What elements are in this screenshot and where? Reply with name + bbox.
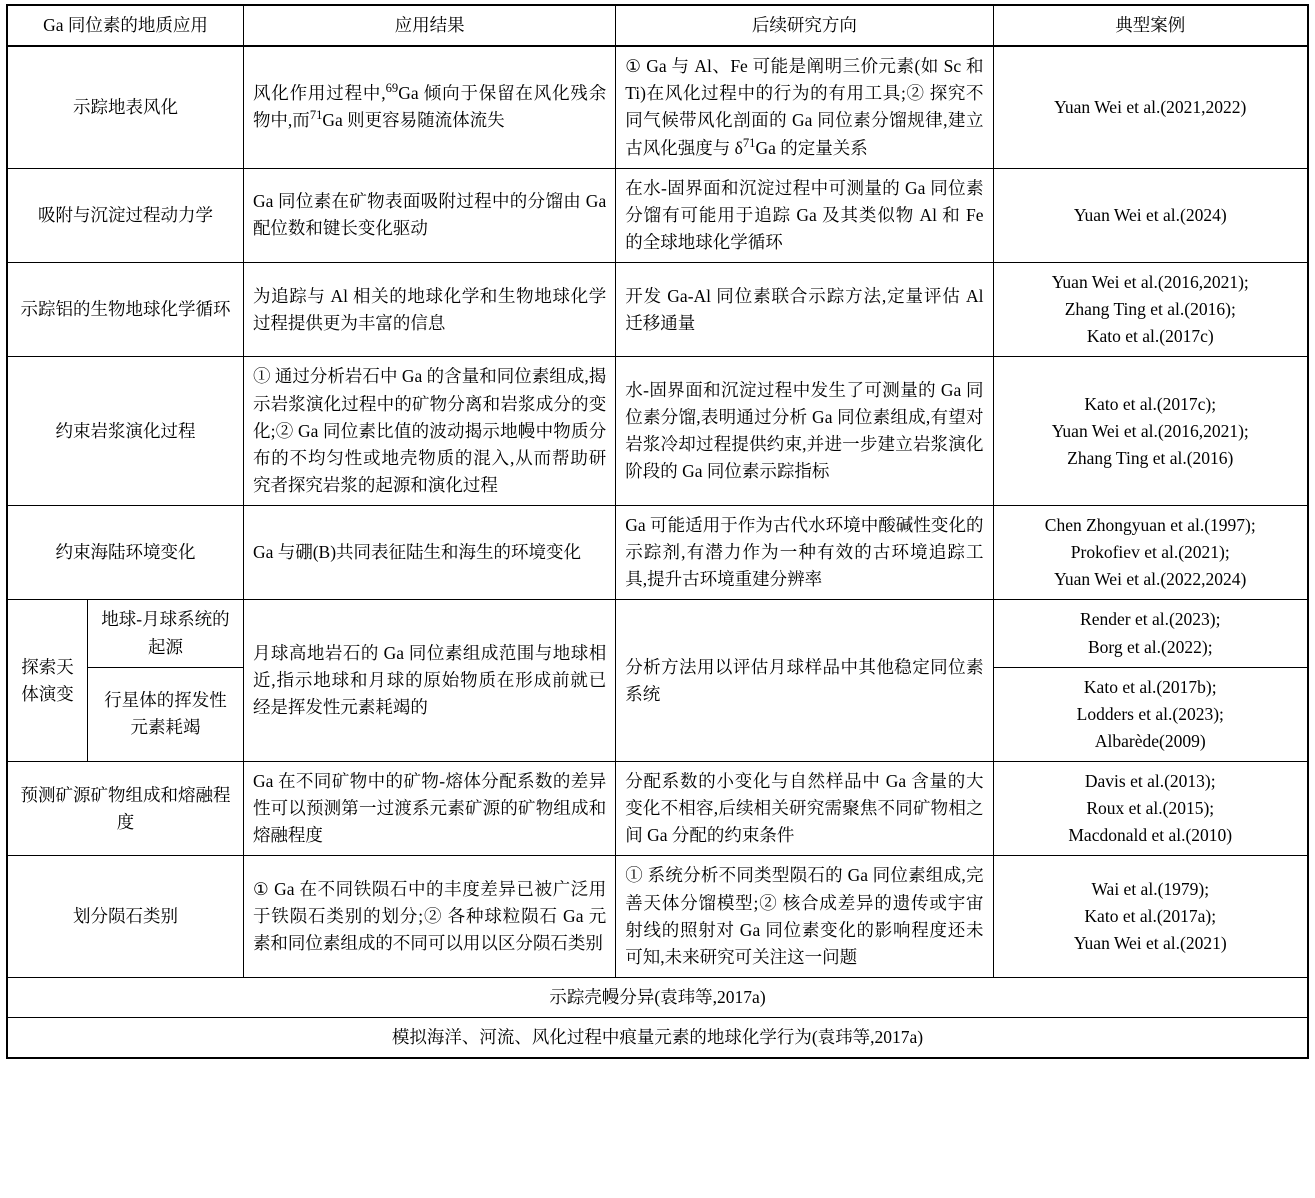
cell-cases: Kato et al.(2017c); Yuan Wei et al.(2016,2021); Zhang Ting et al.(2016) — [993, 357, 1308, 506]
cell-application: 约束岩浆演化过程 — [7, 357, 243, 506]
cell-direction: 分配系数的小变化与自然样品中 Ga 含量的大变化不相容,后续相关研究需聚焦不同矿物相之间 Ga 分配的约束条件 — [616, 762, 993, 856]
cell-result: Ga 在不同矿物中的矿物-熔体分配系数的差异性可以预测第一过渡系元素矿源的矿物组成和熔融程度 — [243, 762, 615, 856]
cell-direction: 在水-固界面和沉淀过程中可测量的 Ga 同位素分馏有可能用于追踪 Ga 及其类似物 Al 和 Fe 的全球地球化学循环 — [616, 168, 993, 262]
table-row — [7, 506, 1308, 600]
cell-result: ① Ga 在不同铁陨石中的丰度差异已被广泛用于铁陨石类别的划分;② 各种球粒陨石 Ga 元素和同位素组成的不同可以用以区分陨石类别 — [243, 856, 615, 978]
table-row — [7, 46, 1308, 168]
table-row — [7, 357, 1308, 506]
cell-cases: Yuan Wei et al.(2016,2021); Zhang Ting et al.(2016); Kato et al.(2017c) — [993, 263, 1308, 357]
cell-application: 划分陨石类别 — [7, 856, 243, 978]
cell-application: 吸附与沉淀过程动力学 — [7, 168, 243, 262]
cell-cases: Kato et al.(2017b); Lodders et al.(2023); Albarède(2009) — [993, 667, 1308, 761]
cell-direction: 分析方法用以评估月球样品中其他稳定同位素系统 — [616, 600, 993, 762]
cell-direction: 水-固界面和沉淀过程中发生了可测量的 Ga 同位素分馏,表明通过分析 Ga 同位素组成,有望对岩浆冷却过程提供约束,并进一步建立岩浆演化阶段的 Ga 同位素示踪指标 — [616, 357, 993, 506]
cell-direction: 开发 Ga-Al 同位素联合示踪方法,定量评估 Al 迁移通量 — [616, 263, 993, 357]
header-row — [7, 5, 1308, 46]
cell-cases: Render et al.(2023); Borg et al.(2022); — [993, 600, 1308, 667]
table-row — [7, 856, 1308, 978]
cell-direction: Ga 可能适用于作为古代水环境中酸碱性变化的示踪剂,有潜力作为一种有效的古环境追踪工具,提升古环境重建分辨率 — [616, 506, 993, 600]
cell-application-sub: 行星体的挥发性元素耗竭 — [87, 667, 243, 761]
cell-application: 约束海陆环境变化 — [7, 506, 243, 600]
footer-cell: 模拟海洋、河流、风化过程中痕量元素的地球化学行为(袁玮等,2017a) — [7, 1018, 1308, 1059]
cell-result: 月球高地岩石的 Ga 同位素组成范围与地球相近,指示地球和月球的原始物质在形成前就已经是挥发性元素耗竭的 — [243, 600, 615, 762]
cell-cases: Wai et al.(1979); Kato et al.(2017a); Yuan Wei et al.(2021) — [993, 856, 1308, 978]
cell-direction: ① Ga 与 Al、Fe 可能是阐明三价元素(如 Sc 和 Ti)在风化过程中的行为的有用工具;② 探究不同气候带风化剖面的 Ga 同位素分馏规律,建立古风化强度与 $\delta^{71}Ga$ 的定量关系 — [616, 46, 993, 168]
table-row — [7, 762, 1308, 856]
cell-cases: Yuan Wei et al.(2024) — [993, 168, 1308, 262]
header-cell-cases: 典型案例 — [993, 5, 1308, 46]
table-footer-row — [7, 977, 1308, 1017]
header-cell-application: Ga 同位素的地质应用 — [7, 5, 243, 46]
cell-cases: Davis et al.(2013); Roux et al.(2015); Macdonald et al.(2010) — [993, 762, 1308, 856]
table-row — [7, 263, 1308, 357]
table-footer-row — [7, 1018, 1308, 1059]
cell-application-sub: 地球-月球系统的起源 — [87, 600, 243, 667]
cell-result: ① 通过分析岩石中 Ga 的含量和同位素组成,揭示岩浆演化过程中的矿物分离和岩浆成分的变化;② Ga 同位素比值的波动揭示地幔中物质分布的不均匀性或地壳物质的混入,从而帮助研究者探究岩浆的起源和演化过程 — [243, 357, 615, 506]
table-header — [7, 5, 1308, 46]
footer-cell: 示踪壳幔分异(袁玮等,2017a) — [7, 977, 1308, 1017]
cell-direction: ① 系统分析不同类型陨石的 Ga 同位素组成,完善天体分馏模型;② 核合成差异的遗传或宇宙射线的照射对 Ga 同位素变化的影响程度还未可知,未来研究可关注这一问题 — [616, 856, 993, 978]
cell-result: Ga 同位素在矿物表面吸附过程中的分馏由 Ga 配位数和键长变化驱动 — [243, 168, 615, 262]
header-cell-direction: 后续研究方向 — [616, 5, 993, 46]
cell-application: 预测矿源矿物组成和熔融程度 — [7, 762, 243, 856]
cell-application-group: 探索天体演变 — [7, 600, 87, 762]
cell-application: 示踪铝的生物地球化学循环 — [7, 263, 243, 357]
cell-result: Ga 与硼(B)共同表征陆生和海生的环境变化 — [243, 506, 615, 600]
cell-result: 为追踪与 Al 相关的地球化学和生物地球化学过程提供更为丰富的信息 — [243, 263, 615, 357]
table-row-celestial-top — [7, 600, 1308, 667]
cell-application: 示踪地表风化 — [7, 46, 243, 168]
cell-cases: Chen Zhongyuan et al.(1997); Prokofiev et al.(2021); Yuan Wei et al.(2022,2024) — [993, 506, 1308, 600]
geology-application-table — [6, 4, 1309, 1059]
header-cell-result: 应用结果 — [243, 5, 615, 46]
cell-result: 风化作用过程中,$^{69}$Ga 倾向于保留在风化残余物中,而$^{71}$Ga 则更容易随流体流失 — [243, 46, 615, 168]
cell-cases: Yuan Wei et al.(2021,2022) — [993, 46, 1308, 168]
table-row — [7, 168, 1308, 262]
table-body — [7, 46, 1308, 1058]
